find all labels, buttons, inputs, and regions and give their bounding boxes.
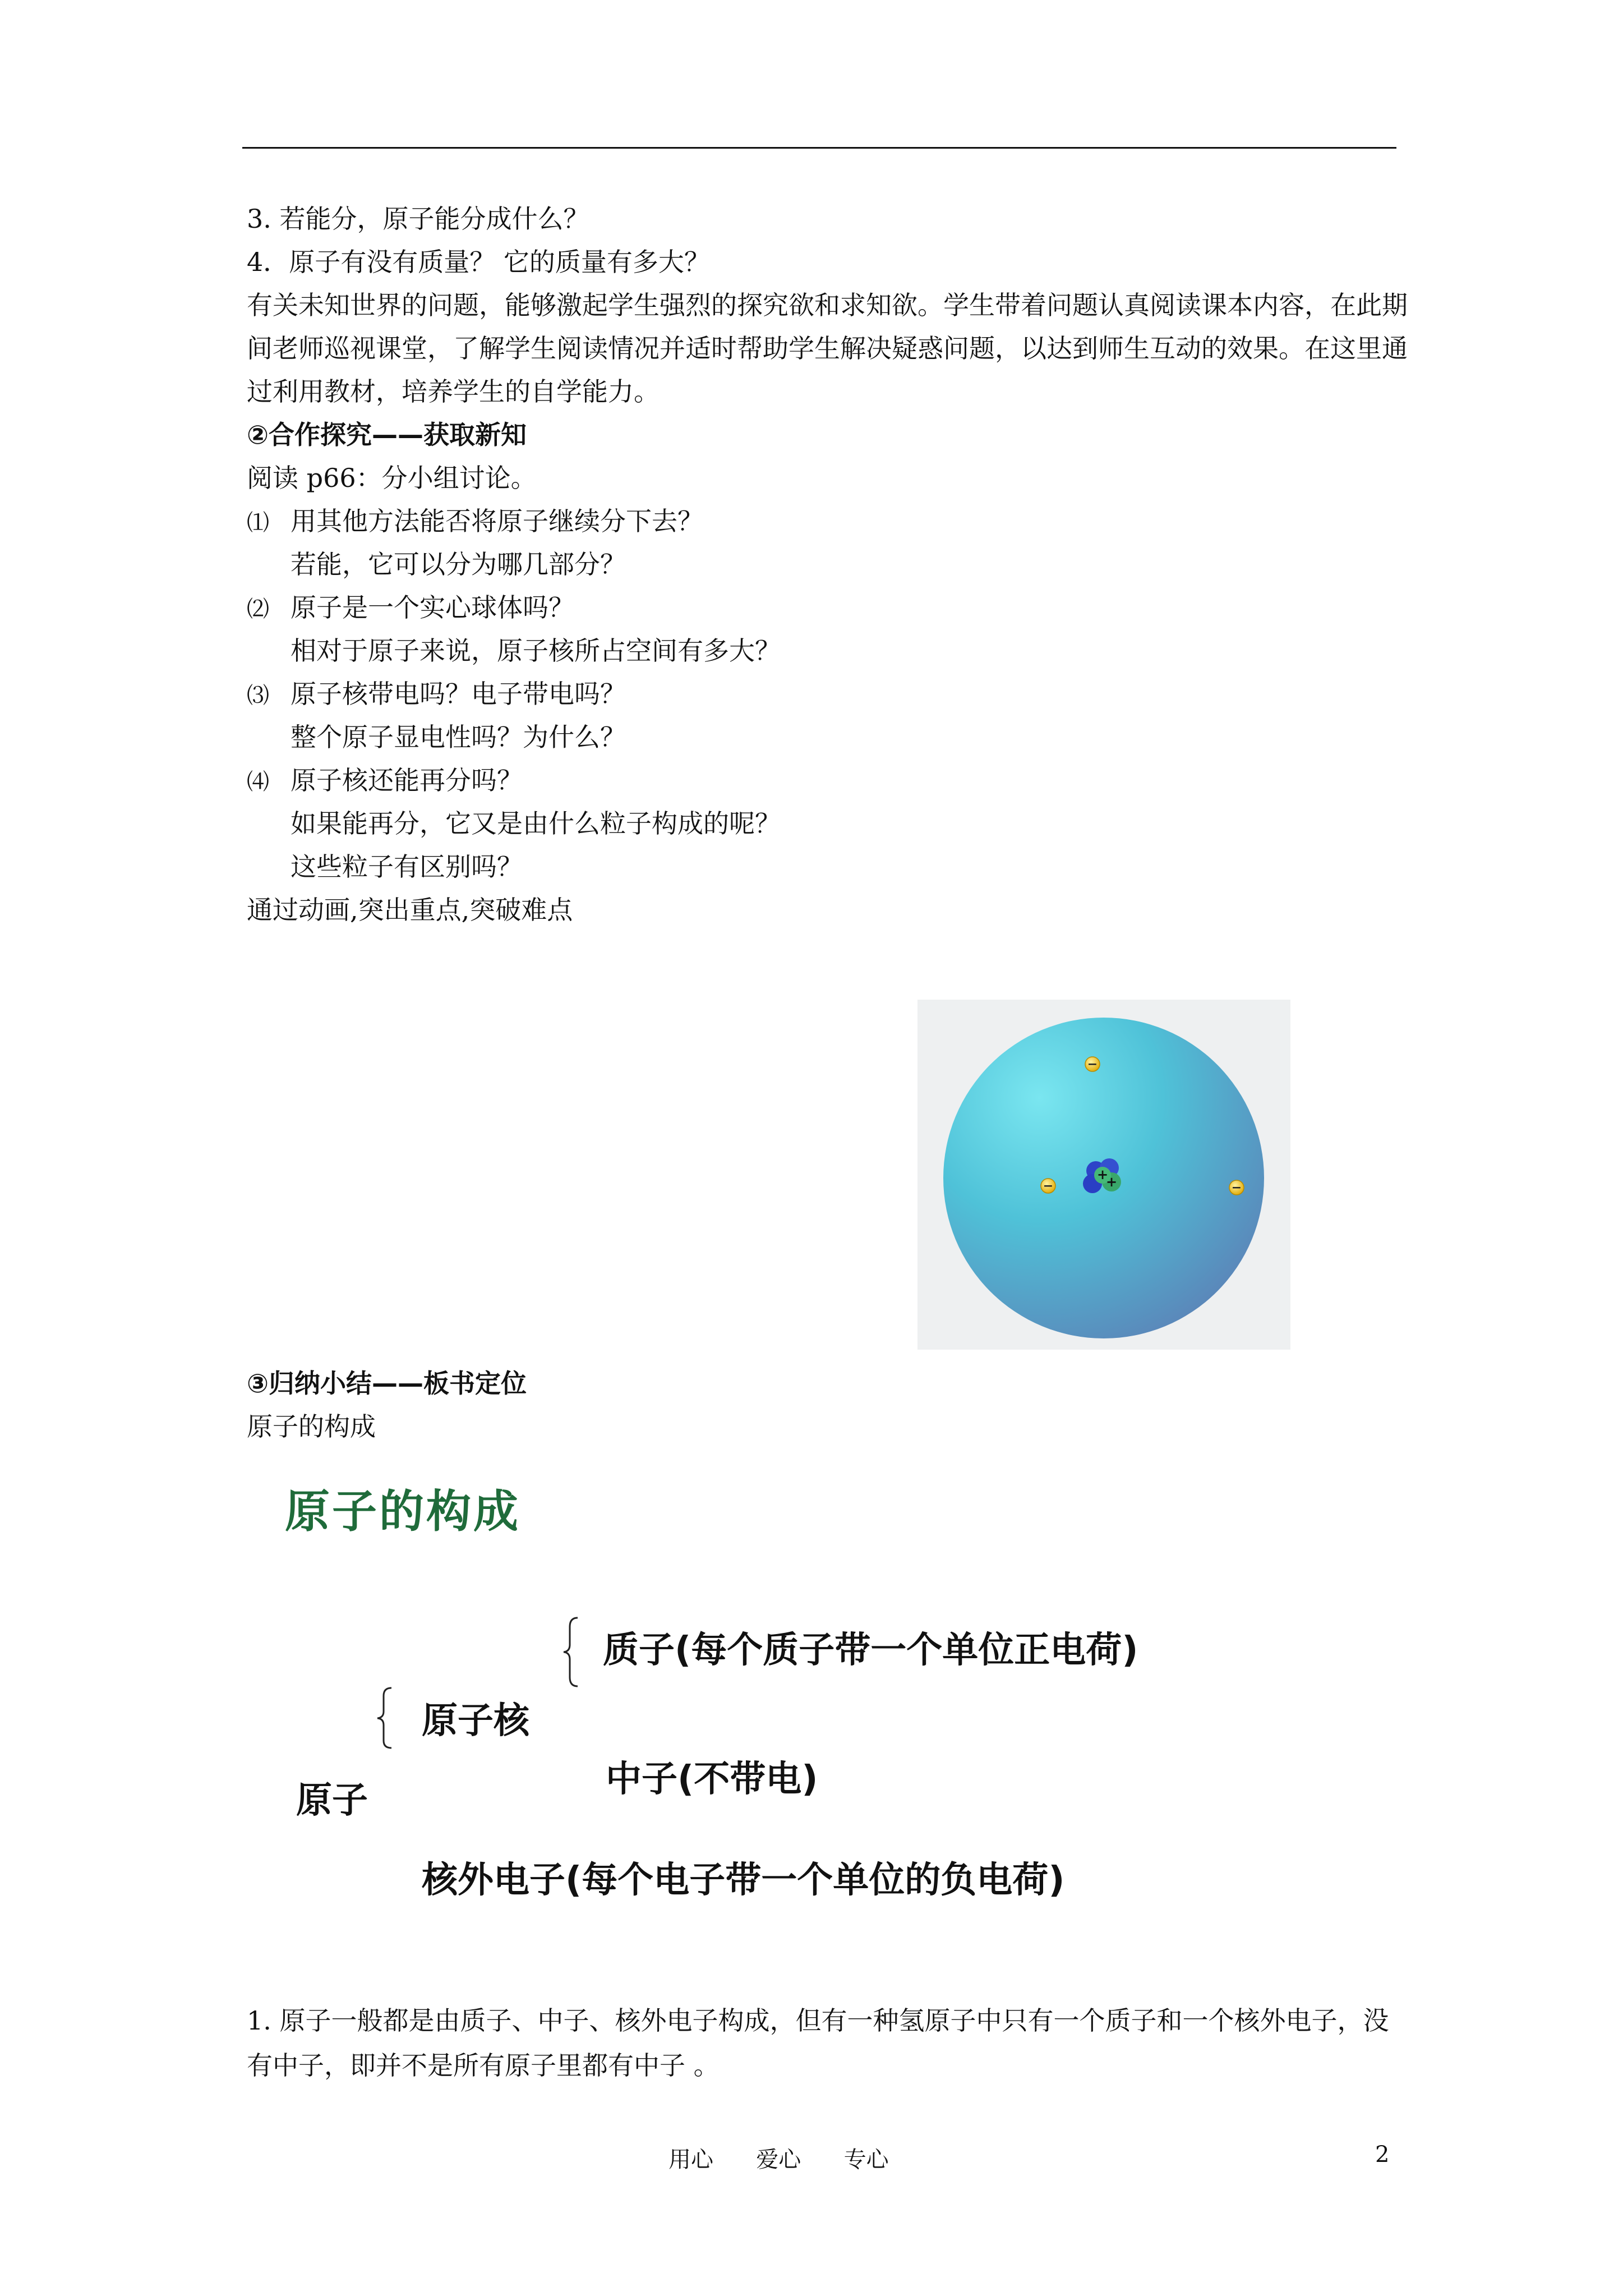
question-followup: 整个原子显电性吗？为什么？ (291, 722, 626, 752)
reading-instruction: 阅读 p66：分小组讨论。 (247, 463, 537, 493)
brace-glyph (375, 1686, 397, 1750)
question-number: ⑷ (247, 769, 269, 795)
header-rule (242, 147, 1396, 149)
electron (1041, 1179, 1055, 1193)
section3 (247, 1362, 527, 1448)
question-number: ⑶ (247, 683, 269, 708)
proton-sign: + (1096, 1166, 1109, 1182)
footer-center: 用心 爱心 专心 (668, 2147, 889, 2173)
section3-heading: ③归纳小结——板书定位 (247, 1368, 527, 1398)
question-item (247, 673, 1413, 716)
proton-label: 质子(每个质子带一个单位正电荷) (603, 1630, 1138, 1671)
question-followup: 如果能再分，它又是由什么粒子构成的呢？ (291, 808, 781, 839)
question-followup: 相对于原子来说，原子核所占空间有多大？ (291, 636, 781, 666)
neutron-label: 中子(不带电) (606, 1759, 818, 1800)
section2-heading: ②合作探究——获取新知 (247, 420, 527, 450)
question-item (247, 500, 1413, 543)
question-text: 用其他方法能否将原子继续分下去？ (291, 506, 703, 536)
question-text: 原子核带电吗？电子带电吗？ (291, 679, 626, 709)
atom-label: 原子 (296, 1780, 368, 1821)
brace-atom-parts (375, 1686, 397, 1750)
question-followup: 若能，它可以分为哪几部分？ (291, 549, 626, 579)
electron-sign: − (1043, 1179, 1054, 1193)
question-item (247, 586, 1413, 629)
section3-subtitle: 原子的构成 (247, 1411, 376, 1442)
question-number: ⑴ (247, 510, 269, 536)
question-3: 3. 若能分，原子能分成什么？ (247, 204, 589, 234)
animation-note: 通过动画,突出重点,突破难点 (247, 895, 573, 925)
question-text: 原子核还能再分吗？ (291, 765, 523, 795)
proton-sign: + (1105, 1174, 1118, 1190)
intro-paragraph: 有关未知世界的问题，能够激起学生强烈的探究欲和求知欲。学生带着问题认真阅读课本内容，在此期间老师巡视课堂，了解学生阅读情况并适时帮助学生解决疑惑问题，以达到师生互动的效果。在这里通过利用教材，培养学生的自学能力。 (247, 290, 1408, 407)
question-item (247, 759, 1413, 802)
electron (1085, 1057, 1100, 1071)
electron (1229, 1180, 1244, 1195)
question-text: 原子是一个实心球体吗？ (291, 592, 574, 623)
electron-label: 核外电子(每个电子带一个单位的负电荷) (422, 1860, 1065, 1901)
question-number: ⑵ (247, 596, 269, 622)
electron-sign: − (1087, 1057, 1098, 1071)
brace-glyph (561, 1616, 583, 1688)
question-4: 4．原子有没有质量？ 它的质量有多大？ (247, 247, 710, 277)
atom-model-figure (917, 1000, 1290, 1350)
question-followup: 这些粒子有区别吗？ (291, 852, 523, 882)
slide-title: 原子的构成 (285, 1485, 520, 1538)
main-text (247, 197, 1413, 932)
page-number: 2 (1375, 2142, 1390, 2168)
nucleus-label: 原子核 (422, 1700, 529, 1742)
electron-sign: − (1231, 1180, 1242, 1195)
note-paragraph: 1. 原子一般都是由质子、中子、核外电子构成，但有一种氢原子中只有一个质子和一个核外电子，没有中子，即并不是所有原子里都有中子 。 (247, 2005, 1389, 2081)
brace-nucleus-parts (561, 1616, 583, 1688)
atom-model-svg (917, 1000, 1290, 1350)
